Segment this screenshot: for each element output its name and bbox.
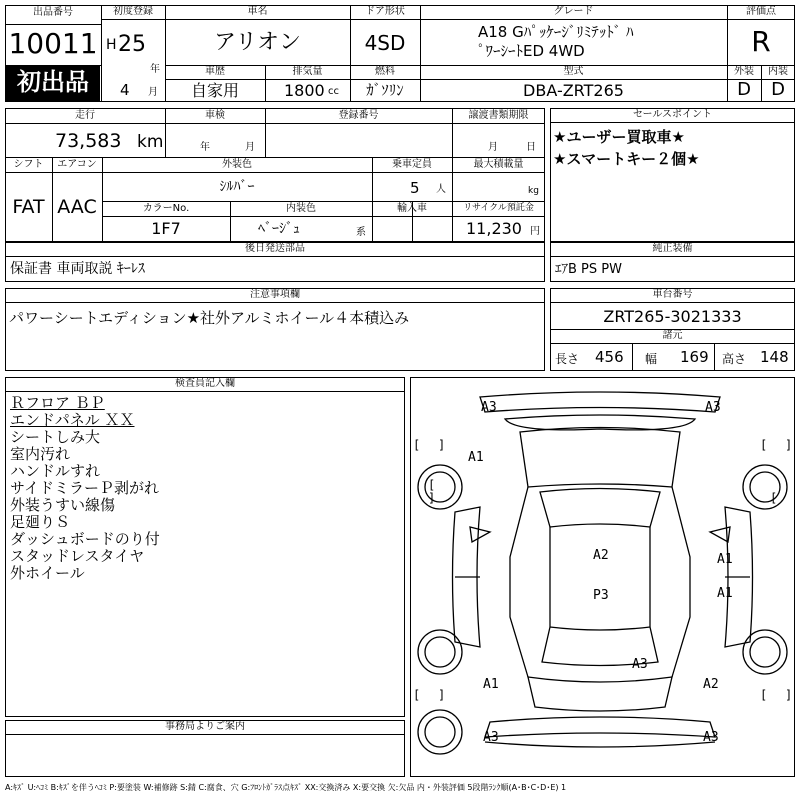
capacity: 5 <box>410 179 420 197</box>
history-label: 車歴 <box>205 66 225 77</box>
damage-mark: A1 <box>468 450 484 465</box>
svg-text:]: ] <box>785 438 793 452</box>
inspector-note: 外装うすい線傷 <box>10 496 116 514</box>
width-label: 幅 <box>645 352 658 366</box>
displacement: 1800 <box>284 81 325 100</box>
svg-text:[: [ <box>760 688 768 702</box>
car-name-label: 車名 <box>247 6 268 17</box>
legend: A:ｷｽﾞ U:ﾍｺﾐ B:ｷｽﾞを伴うﾍｺﾐ P:要塗装 W:補修跡 S:錆 C:腐食、穴 G:ﾌﾛﾝﾄｶﾞﾗｽ点ｷｽﾞ XX:交換済み X:要交換 欠:欠品 内・外装評価 5段階ﾗﾝｸ順(A･B･C･D･E) 1 <box>5 783 567 792</box>
chassis-number: ZRT265-3021333 <box>603 307 742 326</box>
year-unit: 年 <box>150 64 160 75</box>
inspector-note: スタッドレスタイヤ <box>10 547 145 565</box>
inspector-note: エンドパネル ＸＸ <box>10 411 135 429</box>
color-no-label: カラーNo. <box>142 203 190 214</box>
inspector-note: Ｒフロア ＢＰ <box>10 394 105 412</box>
svg-text:]: ] <box>438 688 446 702</box>
max-load-label: 最大積載量 <box>473 159 524 170</box>
exterior-color-label: 外装色 <box>222 159 252 170</box>
interior-color-label: 内装色 <box>286 203 316 214</box>
equipment-label: 純正装備 <box>550 242 795 257</box>
svg-text:]: ] <box>785 688 793 702</box>
car-name: アリオン <box>214 30 301 55</box>
lot-number: 10011 <box>8 27 98 60</box>
inspection-label: 車検 <box>205 110 225 121</box>
inspector-note: 足廻りＳ <box>10 513 71 531</box>
interior-color: ﾍﾞｰｼﾞｭ <box>258 221 300 237</box>
exterior-grade: D <box>737 79 751 100</box>
length-label: 長さ <box>555 352 580 366</box>
chassis-number-label: 車台番号 <box>550 288 795 303</box>
office-label: 事務局よりご案内 <box>5 720 405 735</box>
kg-unit: kg <box>528 186 539 196</box>
exterior-grade-label: 外装 <box>734 66 754 77</box>
equipment-value: ｴｱB PS PW <box>555 262 622 277</box>
ac-label: エアコン <box>57 159 97 170</box>
svg-text:[: [ <box>770 491 778 505</box>
inspector-note: ハンドルすれ <box>10 462 101 480</box>
svg-text:]: ] <box>438 438 446 452</box>
later-parts-label: 後日発送部品 <box>5 242 545 257</box>
model-code: DBA-ZRT265 <box>523 81 624 100</box>
selling-points-label: セールスポイント <box>550 108 795 123</box>
first-listing-badge-text: 初出品 <box>17 68 89 96</box>
transfer-month-unit: 月 <box>488 142 498 153</box>
era-letter: H <box>106 37 117 53</box>
inspector-note: 室内汚れ <box>10 445 71 463</box>
model-code-label: 型式 <box>563 66 584 77</box>
fuel-label: 燃料 <box>375 66 395 77</box>
color-no: 1F7 <box>151 219 181 238</box>
grade-line-2: ﾟﾜｰｼｰﾄED 4WD <box>478 42 585 60</box>
mileage-label: 走行 <box>75 110 95 121</box>
door-type: 4SD <box>364 31 406 55</box>
height-value: 148 <box>760 348 789 366</box>
selling-point-line-2: ★スマートキー２個★ <box>553 150 700 168</box>
import-label: 輸入車 <box>397 203 427 214</box>
inspection-month-unit: 月 <box>245 142 255 153</box>
inspection-year-unit: 年 <box>200 142 210 153</box>
first-registration-month: 4 <box>120 81 130 99</box>
dimensions-label: 諸元 <box>550 329 795 344</box>
first-registration-label: 初度登録 <box>113 6 153 17</box>
inspector-notes-list <box>10 395 160 582</box>
damage-mark: A3 <box>483 730 499 745</box>
inspector-note: シートしみ大 <box>10 428 101 446</box>
month-unit: 月 <box>148 87 158 98</box>
capacity-label: 乗車定員 <box>392 159 432 170</box>
interior-grade: D <box>771 79 785 100</box>
recycle-fee: 11,230 <box>466 219 522 238</box>
inspector-note: サイドミラーＰ剥がれ <box>10 479 159 497</box>
notes-label: 注意事項欄 <box>5 288 545 303</box>
car-damage-diagram <box>410 377 795 777</box>
inspector-note: 外ホイール <box>10 564 85 582</box>
length-value: 456 <box>595 348 624 366</box>
mileage: 73,583 <box>55 130 122 152</box>
first-registration-year: 25 <box>118 32 146 57</box>
damage-mark: P3 <box>593 588 609 603</box>
damage-mark: A1 <box>717 552 733 567</box>
recycle-label: リサイクル預託金 <box>463 203 534 213</box>
svg-text:[: [ <box>413 688 421 702</box>
plate-label: 登録番号 <box>338 110 379 121</box>
damage-mark: A2 <box>593 548 609 563</box>
svg-text:[: [ <box>760 438 768 452</box>
fuel: ｶﾞｿﾘﾝ <box>366 81 404 99</box>
transfer-deadline-label: 譲渡書類期限 <box>468 110 529 121</box>
later-parts-value: 保証書 車両取説 ｷｰﾚｽ <box>10 261 145 277</box>
damage-mark: A3 <box>703 730 719 745</box>
damage-mark: A3 <box>481 400 497 415</box>
score-label: 評価点 <box>746 6 776 17</box>
shift: FAT <box>12 196 45 218</box>
grade-line-1: A18 Gﾊﾟｯｹｰｼﾞﾘﾐﾃｯﾄﾞ ﾊ <box>478 23 634 41</box>
grade-label: グレード <box>553 6 594 17</box>
damage-mark: A3 <box>705 400 721 415</box>
km-unit: km <box>137 132 164 152</box>
transfer-day-unit: 日 <box>526 142 536 153</box>
damage-mark: A1 <box>483 677 499 692</box>
inspector-note: ダッシュボードのり付 <box>10 530 160 548</box>
interior-grade-label: 内装 <box>768 66 788 77</box>
cc-unit: cc <box>328 86 339 97</box>
interior-color-suffix: 系 <box>356 227 366 238</box>
yen-unit: 円 <box>530 226 540 237</box>
inspector-label: 検査員記入欄 <box>5 377 405 392</box>
svg-text:[: [ <box>413 438 421 452</box>
svg-text:[: [ <box>428 478 436 492</box>
history: 自家用 <box>190 81 239 100</box>
person-unit: 人 <box>436 184 446 195</box>
ac: AAC <box>57 196 97 218</box>
score: R <box>751 25 771 58</box>
lot-number-label: 出品番号 <box>33 7 73 18</box>
damage-mark: A3 <box>632 657 648 672</box>
displacement-label: 排気量 <box>292 66 323 77</box>
damage-mark: A1 <box>717 586 733 601</box>
exterior-color: ｼﾙﾊﾞｰ <box>219 179 255 195</box>
door-type-label: ドア形状 <box>365 6 405 17</box>
selling-point-line-1: ★ユーザー買取車★ <box>553 128 685 146</box>
shift-label: シフト <box>13 159 44 170</box>
svg-text:]: ] <box>428 491 436 505</box>
notes-value: パワーシートエディション★社外アルミホイール４本積込み <box>9 309 410 327</box>
width-value: 169 <box>680 348 709 366</box>
height-label: 高さ <box>722 352 747 366</box>
damage-mark: A2 <box>703 677 719 692</box>
